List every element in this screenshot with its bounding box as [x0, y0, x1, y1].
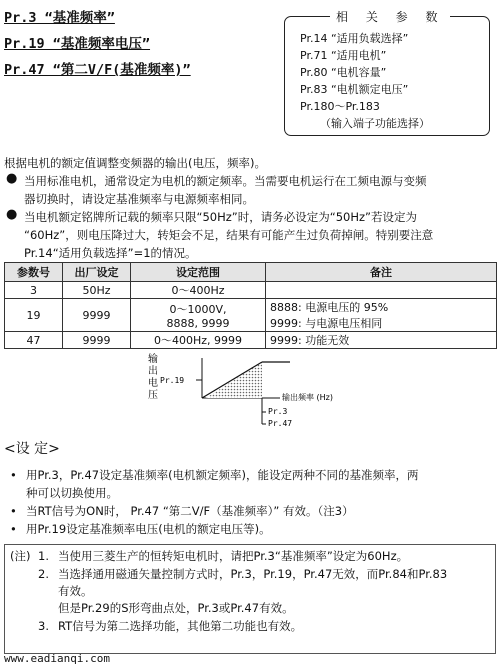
table-cell: 9999: 功能无效	[266, 332, 497, 349]
table-cell: 0～1000V, 8888, 9999	[131, 299, 266, 332]
table-header: 出厂设定	[63, 263, 131, 282]
table-header: 设定范围	[131, 263, 266, 282]
related-params-heading: 相 关 参 数	[330, 8, 450, 25]
vf-ylabel-char: 出	[148, 366, 158, 377]
settings-mark: •	[10, 504, 17, 518]
settings-item-line: 种可以切换使用。	[26, 486, 118, 500]
table-header: 参数号	[5, 263, 63, 282]
vf-diagram	[140, 352, 360, 432]
bullet-1-line: 当用标准电机，通常设定为电机的额定频率。当需要电机运行在工频电源与变频	[24, 174, 427, 188]
title-pr3: Pr.3 “基准频率”	[4, 10, 115, 26]
table-header-row	[5, 263, 497, 282]
note-number: 3.	[38, 619, 49, 633]
related-item: Pr.83 “电机额定电压”	[300, 83, 409, 96]
note-line: RT信号为第二选择功能，其他第二功能也有效。	[58, 619, 303, 633]
note-number: 1.	[38, 549, 49, 563]
table-cell: 19	[5, 299, 63, 332]
table-cell: 50Hz	[63, 282, 131, 299]
table-row	[5, 282, 497, 299]
table-cell: 47	[5, 332, 63, 349]
table-header: 备注	[266, 263, 497, 282]
bullet-2-line: “60Hz”，则电压降过大，转矩会不足，结果有可能产生过负荷掉闸。特别要注意	[24, 228, 434, 242]
note-line: 当选择通用磁通矢量控制方式时，Pr.3，Pr.19，Pr.47无效，而Pr.84和Pr.83	[58, 567, 448, 581]
vf-xlabel: 输出频率 (Hz)	[282, 393, 333, 402]
note-line: 当使用三菱生产的恒转矩电机时，请把Pr.3“基准频率”设定为60Hz。	[58, 549, 409, 563]
related-item: （输入端子功能选择）	[320, 117, 430, 130]
related-item: Pr.14 “适用负载选择”	[300, 32, 409, 45]
table-cell: 3	[5, 282, 63, 299]
table-row	[5, 299, 497, 332]
settings-mark: •	[10, 522, 17, 536]
settings-item-line: 当RT信号为ON时， Pr.47 “第二V/F（基准频率）” 有效。（注3）	[26, 504, 354, 518]
bullet-mark: ●	[6, 207, 18, 222]
intro-text: 根据电机的额定值调整变频器的输出(电压，频率)。	[4, 156, 266, 170]
table-cell: 9999	[63, 332, 131, 349]
table-row	[5, 332, 497, 349]
parameter-table	[4, 262, 497, 349]
vf-ref-label: Pr.3	[268, 407, 288, 416]
settings-item-line: 用Pr.3，Pr.47设定基准频率(电机额定频率)，能设定两种不同的基准频率，两	[26, 468, 419, 482]
table-cell: 0～400Hz	[131, 282, 266, 299]
related-item: Pr.180～Pr.183	[300, 100, 380, 113]
vf-ylabel-char: 压	[148, 390, 158, 401]
related-item: Pr.71 “适用电机”	[300, 49, 387, 62]
vf-ylabel-char: 输	[148, 354, 158, 365]
bullet-1-line: 器切换时，请设定基准频率与电源频率相同。	[24, 192, 254, 206]
table-cell: 0～400Hz, 9999	[131, 332, 266, 349]
table-cell	[266, 282, 497, 299]
bullet-2-line: Pr.14“适用负载选择”=1的情况。	[24, 246, 197, 260]
table-cell: 8888: 电源电压的 95% 9999: 与电源电压相同	[266, 299, 497, 332]
settings-heading: <设 定>	[4, 441, 60, 457]
notes-prefix: (注)	[10, 549, 31, 563]
vf-ylabel-char: 电	[148, 378, 158, 389]
bullet-mark: ●	[6, 171, 18, 186]
settings-mark: •	[10, 468, 17, 482]
title-pr19: Pr.19 “基准频率电压”	[4, 36, 151, 52]
footer-url[interactable]: www.eadianqi.com	[4, 652, 110, 665]
related-item: Pr.80 “电机容量”	[300, 66, 387, 79]
title-pr47: Pr.47 “第二V/F(基准频率)”	[4, 62, 191, 78]
vf-y-tick-label: Pr.19	[160, 376, 185, 385]
vf-ref-label: Pr.47	[268, 419, 293, 428]
note-line: 但是Pr.29的S形弯曲点处，Pr.3或Pr.47有效。	[58, 601, 294, 615]
bullet-2-line: 当电机额定铭牌所记载的频率只限“50Hz”时，请务必设定为“50Hz”若设定为	[24, 210, 417, 224]
settings-item-line: 用Pr.19设定基准频率电压(电机的额定电压等)。	[26, 522, 271, 536]
table-cell: 9999	[63, 299, 131, 332]
note-number: 2.	[38, 567, 49, 581]
note-line: 有效。	[58, 584, 93, 598]
